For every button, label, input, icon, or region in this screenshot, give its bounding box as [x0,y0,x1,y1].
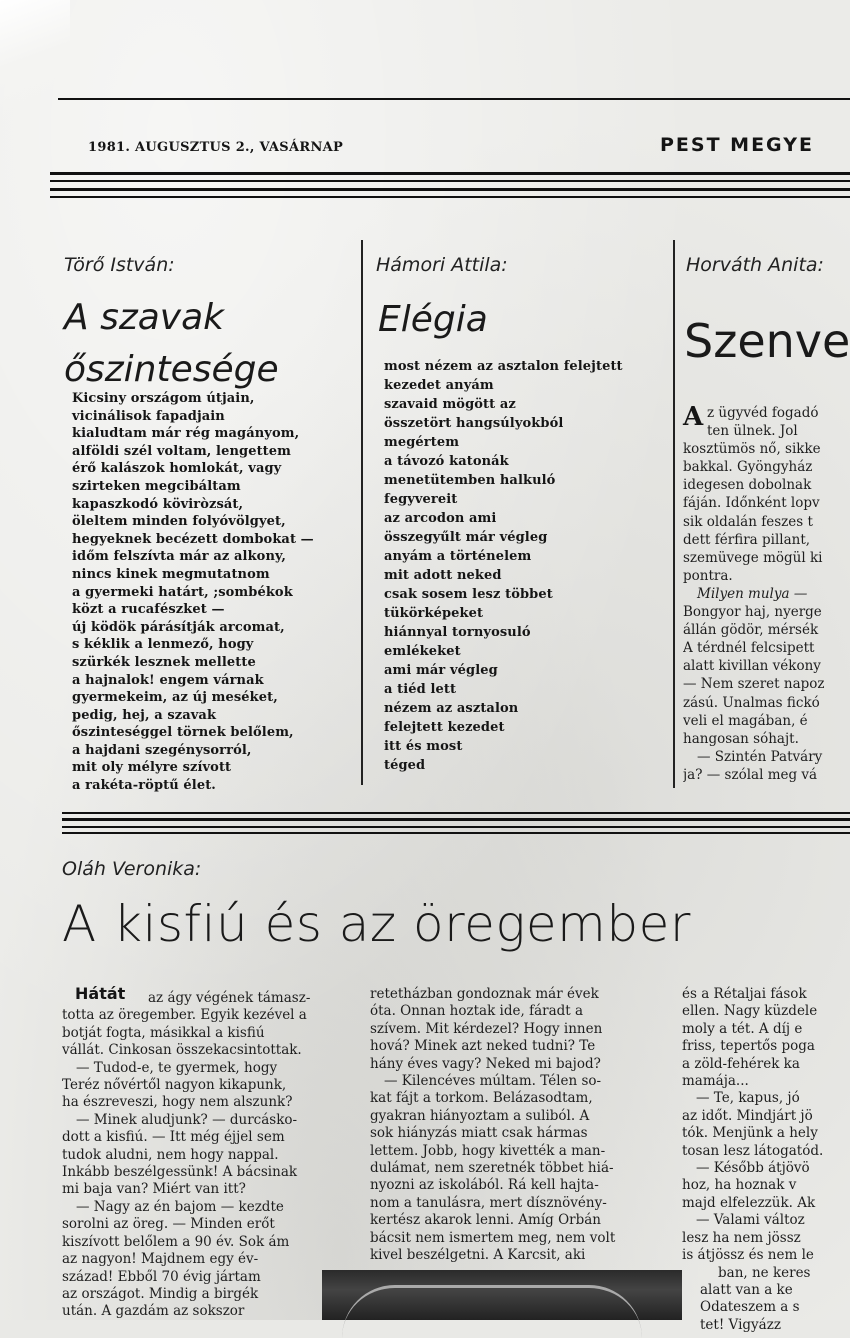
header-rule-3 [50,188,850,191]
poem-line: nincs kinek megmutatnom [72,566,270,582]
prose-line: sorolni az öreg. — Minden erőt [62,1216,275,1233]
poem2-title: Elégia [378,299,488,340]
prose-line: — Nagy az én bajom — kezdte [76,1198,284,1215]
poem-line: szürkék lesznek mellette [72,654,256,670]
header-rule-2 [50,180,850,182]
prose-line: ban, ne keres [718,1264,811,1281]
prose-line: hoz, ha hoznak v [682,1177,797,1194]
prose-line: Odateszem a s [700,1299,800,1316]
prose-line: bácsit nem ismertem meg, nem volt [370,1229,616,1246]
poem1-title-line1: A szavak [64,297,224,338]
prose-line: friss, tepertős poga [682,1038,815,1055]
prose-line: idegesen dobolnak [683,477,812,494]
prose-line: kosztümös nő, sikke [683,441,821,458]
prose-line: mamája... [682,1073,749,1090]
prose-line: nom a tanulásra, mert dísznövény- [370,1194,607,1211]
poem-line: mit oly mélyre szívott [72,760,232,776]
top-rule [58,98,850,100]
prose-line: vállát. Cinkosan összekacsintottak. [62,1042,302,1059]
prose-line: hány éves vagy? Neked mi bajod? [370,1055,601,1072]
story-column-a [62,990,360,1321]
prose-line: kertész akarok lenni. Amíg Orbán [370,1212,602,1229]
prose-line: retetházban gondoznak már évek [370,986,599,1002]
poem-line: gyermekeim, az új meséket, [72,690,278,706]
poem-line: szavaid mögött az [384,397,516,412]
prose-line: a zöld-fehérek ka [682,1055,800,1072]
prose-line: tet! Vigyázz [700,1316,781,1333]
prose-line: az időt. Mindjárt jö [682,1107,813,1124]
header-rule-1 [50,172,850,175]
prose-line: veli el magában, é [683,712,808,729]
poem-line: megértem [384,435,460,450]
poem-line: csak sosem lesz többet [384,587,553,602]
issue-date: 1981. AUGUSZTUS 2., VASÁRNAP [88,140,344,155]
poem-line: összegyűlt már végleg [384,530,548,545]
prose-line: moly a tét. A díj e [682,1020,803,1037]
prose-line: dett férfira pillant, [683,531,811,548]
poem-line: Kicsiny országom útjain, [72,391,255,406]
poem-line: pedig, hej, a szavak [72,707,217,723]
prose-line: — Valami változ [696,1212,805,1229]
poem-line: hiánnyal tornyosuló [384,625,531,640]
prose-line: majd elfelezzük. Ak [682,1194,816,1211]
prose-line: sik oldalán feszes t [683,513,813,530]
prose-line: dott a kisfiú. — Itt még éjjel sem [62,1129,285,1146]
poem-line: vicinálisok fapadjain [72,408,225,424]
section-rule-4 [62,832,850,834]
poem-line: érő kalászok homlokát, vagy [72,461,282,477]
poem1-text [72,390,314,795]
story-author: Oláh Veronika: [62,858,202,880]
prose-line: óta. Onnan hoztak ide, fáradt a [370,1003,584,1020]
poem-line: menetütemben halkuló [384,473,556,488]
poem-line: szirteken megcibáltam [72,478,241,494]
drop-cap: A [683,402,704,432]
story-photo [322,1270,682,1320]
poem2-text [384,357,623,775]
poem-line: új ködök párásítják arcomat, [72,619,285,635]
prose-line: század! Ebből 70 évig jártam [62,1268,261,1285]
prose-line: ellen. Nagy küzdele [682,1003,818,1020]
poem-line: felejtett kezedet [384,720,505,735]
section-rule-3 [62,826,850,828]
poem-line: alföldi szél voltam, lengettem [72,443,292,459]
torn-corner [0,0,70,150]
poem-line: a hajnalok! engem várnak [72,672,264,688]
poem-line: emlékeket [384,644,461,659]
prose-line: ha észreveszi, hogy nem alszunk? [62,1094,293,1111]
prose-line: — Kilencéves múltam. Télen so- [384,1073,602,1090]
poem-line: a rakéta-röptű élet. [72,778,216,794]
prose-line: hangosan sóhajt. [683,730,799,747]
prose-line: is átjössz és nem le [682,1247,814,1264]
poem-line: őszinteséggel törnek belőlem, [72,725,294,741]
poem-line: kapaszkodó köviròzsát, [72,496,244,512]
poem-line: most nézem az asztalon felejtett [384,359,623,374]
prose-line: szívem. Mit kérdezel? Hogy innen [370,1020,603,1037]
poem-line: az arcodon ami [384,511,497,526]
prose-line: sok hiányzás miatt csak hármas [370,1125,588,1142]
prose-line: alatt kivillan vékony [683,658,821,675]
poem-line: hegyeknek becézett dombokat — [72,531,314,547]
column-divider-1 [361,240,363,785]
poem-line: mit adott neked [384,568,502,583]
prose-line: botját fogta, másikkal a kisfiú [62,1024,265,1041]
poem-line: közt a rucafészket — [72,602,225,618]
prose-line: gyakran hiányoztam a suliból. A [370,1107,590,1124]
section-rule-2 [62,818,850,821]
prose-line: — Nem szeret napoz [683,676,825,693]
newspaper-name: PEST MEGYE [660,134,814,156]
prose-line: után. A gazdám az sokszor [62,1303,245,1320]
prose-line: — Szintén Patváry [697,748,823,765]
prose-line: Inkább beszélgessünk! A bácsinak [62,1164,298,1181]
poem-line: a tiéd lett [384,682,457,697]
prose-line: — Minek aludjunk? — durcásko- [76,1111,298,1128]
prose-line: Teréz nővértől nagyon kikapunk, [62,1077,287,1094]
prose-line: ten ülnek. Jol [707,423,798,440]
prose-line: fáján. Időnként lopv [683,495,820,512]
prose-line: tudok aludni, nem hogy nappal. [62,1146,279,1163]
prose-line: bakkal. Gyöngyház [683,459,813,476]
poem1-title-line2: őszintesége [64,349,279,390]
prose-line: totta az öregember. Egyik kezével a [62,1007,307,1024]
prose-line: zású. Unalmas fickó [683,694,820,711]
prose-line: tosan lesz látogatód. [682,1142,824,1159]
prose-line: ja? — szólal meg vá [683,766,818,783]
prose-line: és a Rétaljai fások [682,986,807,1002]
poem-line: itt és most [384,739,463,754]
prose-line: — Tudod-e, te gyermek, hogy [76,1059,278,1076]
prose-line: lettem. Jobb, hogy kivették a man- [370,1142,606,1159]
poem-line: összetört hangsúlyokból [384,416,564,431]
prose-line: hová? Minek azt neked tudni? Te [370,1038,596,1055]
poem-line: nézem az asztalon [384,701,519,716]
poem-line: kialudtam már rég magányom, [72,426,300,442]
prose-line: tók. Menjünk a hely [682,1125,818,1142]
prose-line: szemüvege mögül ki [683,549,823,566]
prose-line: Milyen mulya — [697,585,808,602]
poem-line: időm felszívta már az alkony, [72,549,287,565]
poem-line: téged [384,758,426,773]
prose-line: Bongyor haj, nyerge [683,604,822,621]
prose-line: kat fájt a torkom. Belázasodtam, [370,1090,593,1107]
prose-line: lesz ha nem jössz [682,1229,801,1246]
poem-line: a hajdani szegénysorról, [72,742,252,758]
poem-line: s kéklik a lenmező, hogy [72,637,254,653]
column-divider-2 [673,240,675,788]
prose-line: az nagyon! Majdnem egy év- [62,1251,259,1268]
poem-line: fegyvereit [384,492,458,507]
poem-line: anyám a történelem [384,549,532,564]
poem-line: öleltem minden folyóvölgyet, [72,514,286,530]
prose-line: alatt van a ke [700,1281,793,1298]
prose-line: z ügyvéd fogadó [707,405,819,421]
story-column-c [682,986,850,1334]
prose-line: dulámat, nem szeretnék többet hiá- [370,1160,614,1177]
header-rule-4 [50,196,850,198]
prose-line: kivel beszélgetni. A Karcsit, aki [370,1247,586,1264]
prose-line: az országot. Mindig a birgék [62,1285,259,1302]
story2-title: Szenve [684,314,850,368]
prose-line: — Te, kapus, jó [696,1090,800,1107]
poem-line: kezedet anyám [384,378,494,393]
prose-line: mi baja van? Miért van itt? [62,1181,246,1198]
story-column-b [370,986,672,1265]
poem-line: tükörképeket [384,606,484,621]
prose-line: kiszívott belőlem a 90 év. Sok ám [62,1233,290,1250]
story2-text [683,404,850,784]
story2-author: Horváth Anita: [686,254,824,276]
prose-line: nyozni az iskolából. Rá kell hajta- [370,1177,599,1194]
poem-line: a gyermeki határt, ;sombékok [72,584,293,600]
story-title: A kisfiú és az öregember [62,895,691,953]
poem1-author: Törő István: [64,254,175,276]
prose-line: állán gödör, mérsék [683,622,819,639]
poem-line: a távozó katonák [384,454,509,469]
section-rule-1 [62,812,850,814]
prose-line: A térdnél felcsipett [683,640,815,657]
poem-line: ami már végleg [384,663,498,678]
prose-line: — Később átjövö [696,1160,810,1177]
poem2-author: Hámori Attila: [376,254,508,276]
story-first-word: Hátát [75,984,126,1003]
photo-detail [342,1285,642,1338]
prose-line: az ágy végének támasz- [148,990,311,1006]
prose-line: pontra. [683,567,733,584]
